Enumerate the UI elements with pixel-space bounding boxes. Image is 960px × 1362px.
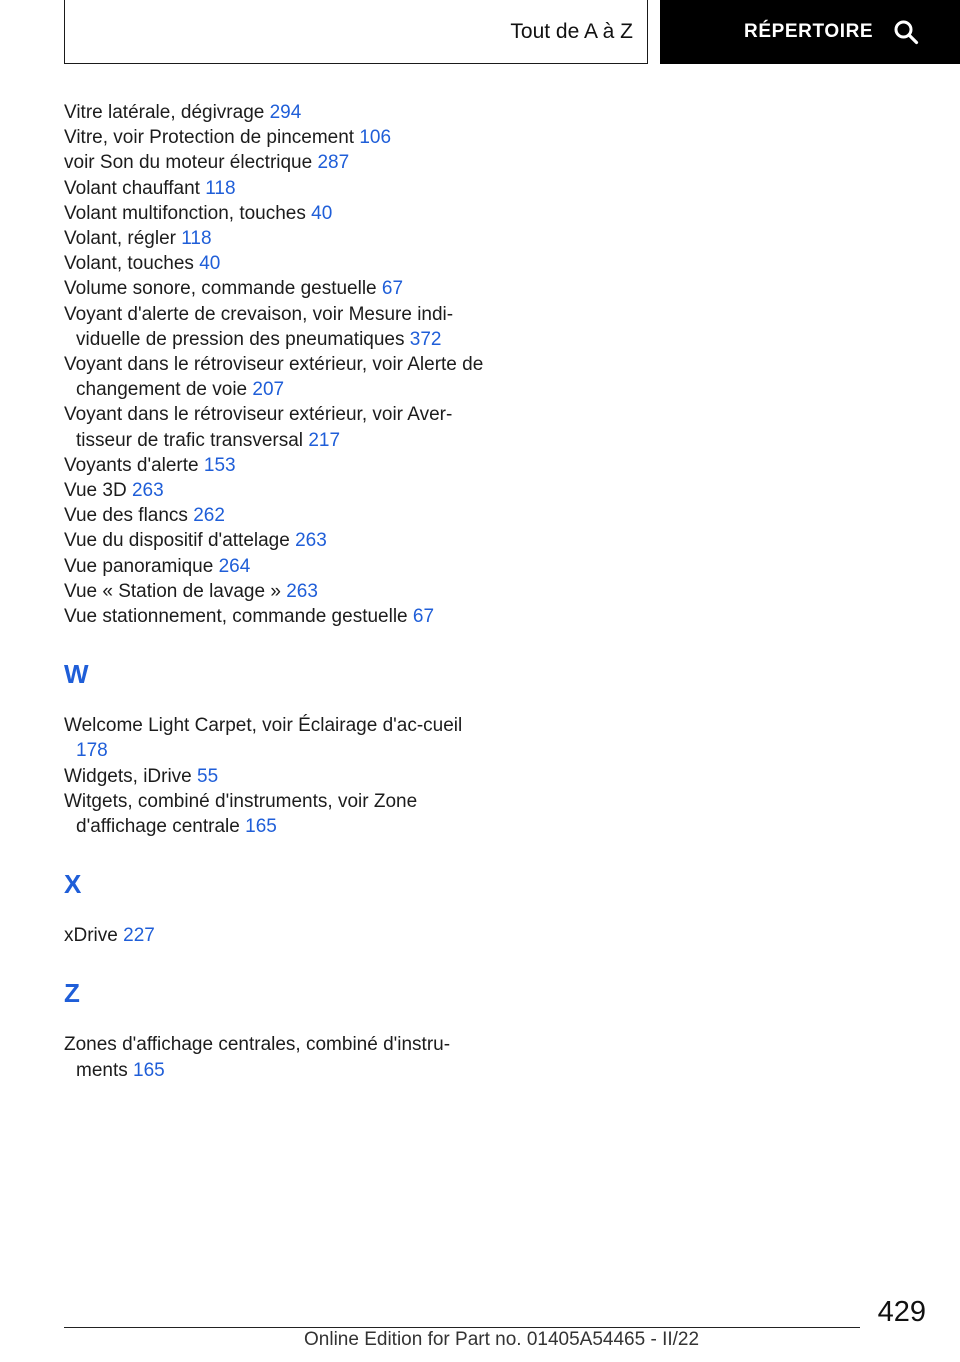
index-entry [64, 478, 484, 503]
page-link[interactable]: 40 [311, 202, 333, 224]
index-entry [64, 453, 484, 478]
index-entry [64, 352, 484, 402]
page-number: 429 [877, 1296, 926, 1328]
page-link[interactable]: 40 [199, 253, 221, 275]
page-link[interactable]: 165 [133, 1059, 165, 1081]
entry-text: Vitre latérale, dégivrage [64, 102, 265, 123]
index-entry [64, 176, 484, 201]
index-entry [64, 125, 484, 150]
page-link[interactable]: 294 [269, 102, 302, 123]
page-link[interactable]: 207 [252, 379, 285, 401]
page-link[interactable]: 55 [197, 765, 219, 787]
entry-text: Vue panoramique [64, 555, 214, 577]
index-entry [64, 402, 484, 452]
entry-text: Voyant dans le rétroviseur extérieur, voir Alerte de changement de voie [64, 354, 484, 401]
page-link[interactable]: 262 [193, 505, 225, 527]
entry-text: xDrive [64, 925, 118, 947]
entry-text: Vue des flancs [64, 505, 188, 527]
header-section-box [64, 0, 648, 64]
page-link[interactable]: 106 [359, 127, 392, 149]
page-link[interactable]: 153 [203, 454, 236, 476]
index-entry [64, 503, 484, 528]
index-entry [64, 713, 484, 763]
index-entry [64, 251, 484, 276]
page-link[interactable]: 263 [131, 480, 164, 502]
entry-text: Zones d'affichage centrales, combiné d'instru-ments [64, 1034, 451, 1081]
index-letter-x: X [64, 869, 82, 900]
index-entry [64, 789, 484, 839]
page-link[interactable]: 264 [218, 555, 251, 577]
page-link[interactable]: 67 [412, 606, 435, 628]
search-icon[interactable] [893, 19, 919, 45]
edition-note: Online Edition for Part no. 01405A54465 - II/22 [304, 1329, 700, 1350]
entry-text: Vue « Station de lavage » [64, 580, 281, 602]
entry-text: Volant multifonction, touches [64, 202, 306, 224]
entry-text: Voyant dans le rétroviseur extérieur, voir Aver-tisseur de trafic transversal [64, 404, 453, 451]
page-link[interactable]: 67 [381, 278, 404, 300]
index-entry [64, 100, 484, 125]
entry-text: Vue stationnement, commande gestuelle [64, 606, 408, 628]
index-entry [64, 604, 484, 629]
entry-text: voir Son du moteur électrique [64, 152, 313, 174]
page-link[interactable]: 263 [286, 580, 318, 602]
index-letter-w: W [64, 659, 89, 690]
index-letter-z: Z [64, 978, 80, 1009]
page-link[interactable]: 227 [123, 925, 155, 947]
index-entry [64, 1032, 484, 1082]
index-entry [64, 764, 484, 789]
page-link[interactable]: 118 [181, 228, 212, 250]
repertoire-tab-label: RÉPERTOIRE [744, 21, 874, 42]
index-entry [64, 226, 484, 251]
entry-text: Voyants d'alerte [64, 454, 199, 476]
page-link[interactable]: 287 [317, 152, 350, 174]
entry-text: Volant, régler [64, 228, 176, 250]
index-entry [64, 528, 484, 553]
index-entry [64, 150, 484, 175]
page-link[interactable]: 263 [295, 530, 327, 552]
index-entry [64, 302, 484, 352]
page-link[interactable]: 372 [409, 328, 442, 350]
page-link[interactable]: 118 [205, 177, 236, 199]
page-link[interactable]: 178 [76, 740, 108, 762]
entry-text: Volume sonore, commande gestuelle [64, 278, 377, 300]
index-entry [64, 554, 484, 579]
index-entry [64, 276, 484, 301]
index-list [64, 100, 484, 1083]
entry-text: Welcome Light Carpet, voir Éclairage d'ac-cueil [64, 715, 463, 737]
index-entry [64, 201, 484, 226]
entry-text: Volant, touches [64, 253, 194, 275]
entry-text: Voyant d'alerte de crevaison, voir Mesure indi-viduelle de pression des pneumatiques [64, 303, 454, 350]
entry-text: Volant chauffant [64, 177, 200, 199]
section-title: Tout de A à Z [510, 19, 633, 43]
repertoire-tab[interactable] [660, 0, 960, 64]
entry-text: Vitre, voir Protection de pincement [64, 127, 355, 149]
entry-text: Vue 3D [64, 480, 127, 502]
footer-divider [64, 1327, 860, 1328]
entry-text: Vue du dispositif d'attelage [64, 530, 290, 552]
index-entry [64, 579, 484, 604]
page-link[interactable]: 165 [245, 816, 277, 838]
index-entry [64, 923, 484, 948]
entry-text: Witgets, combiné d'instruments, voir Zone d'affichage centrale [64, 790, 418, 838]
entry-text: Widgets, iDrive [64, 765, 192, 787]
page-link[interactable]: 217 [308, 429, 341, 451]
